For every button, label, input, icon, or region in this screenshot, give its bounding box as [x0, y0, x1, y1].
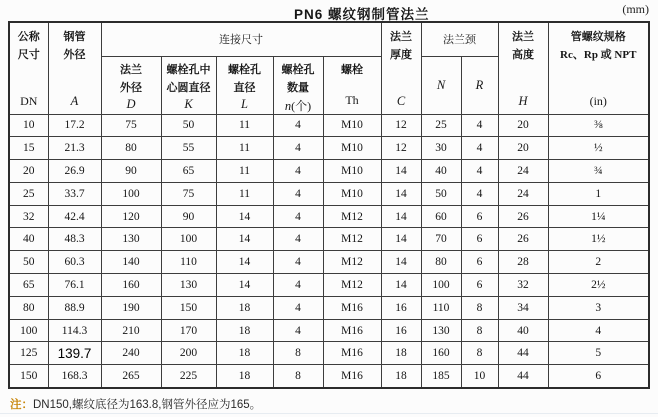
cell: M16: [323, 365, 381, 388]
cell: 44: [498, 365, 548, 388]
cell: 26: [498, 228, 548, 251]
cell: 4: [273, 182, 323, 205]
cell: 24: [498, 182, 548, 205]
cell: 4: [461, 114, 498, 137]
table-row: [9, 228, 649, 251]
cell: 6: [461, 251, 498, 274]
cell: 150: [9, 365, 48, 388]
cell: 25: [421, 114, 461, 137]
cell: 8: [273, 365, 323, 388]
cell: 1: [548, 182, 649, 205]
table-row: [9, 274, 649, 297]
cell: 40: [421, 160, 461, 183]
cell: 18: [381, 342, 421, 365]
cell: 40: [498, 319, 548, 342]
cell: 114.3: [48, 319, 101, 342]
cell: 170: [161, 319, 216, 342]
col-header-bolt: 螺栓 Th: [323, 56, 381, 114]
cell: 100: [9, 319, 48, 342]
cell: 18: [216, 365, 273, 388]
page-title: PN6 螺纹钢制管法兰: [294, 7, 430, 22]
cell: 139.7: [48, 342, 101, 365]
cell: 48.3: [48, 228, 101, 251]
cell: 265: [101, 365, 161, 388]
col-header-pipe-od: 钢管 外径 A: [48, 22, 101, 114]
cell: M10: [323, 114, 381, 137]
cell: 225: [161, 365, 216, 388]
col-group-connection: 连接尺寸: [101, 22, 381, 56]
col-group-neck: 法兰颈: [421, 22, 498, 56]
cell: 33.7: [48, 182, 101, 205]
cell: 6: [461, 205, 498, 228]
cell: 140: [101, 251, 161, 274]
cell: M12: [323, 228, 381, 251]
table-row: [9, 137, 649, 160]
table-row: [9, 205, 649, 228]
cell: 4: [273, 274, 323, 297]
cell: 14: [381, 228, 421, 251]
cell: 80: [101, 137, 161, 160]
col-header-thread-spec: 管螺纹规格 Rc、Rp 或 NPT (in): [548, 22, 649, 114]
cell: 160: [101, 274, 161, 297]
cell: M10: [323, 182, 381, 205]
cell: 190: [101, 296, 161, 319]
cell: 25: [9, 182, 48, 205]
cell: 21.3: [48, 137, 101, 160]
cell: 18: [216, 342, 273, 365]
col-header-thickness: 法兰 厚度 C: [381, 22, 421, 114]
cell: 160: [421, 342, 461, 365]
cell: 60.3: [48, 251, 101, 274]
header-row-1: [9, 22, 649, 56]
cell: 14: [216, 251, 273, 274]
cell: 11: [216, 137, 273, 160]
cell: 32: [498, 274, 548, 297]
footnote-prefix: 注：: [10, 399, 33, 412]
footnote-text: DN150,螺纹底径为163.8,钢管外径应为165。: [33, 399, 262, 412]
cell: ⅜: [548, 114, 649, 137]
cell: 20: [498, 137, 548, 160]
cell: 150: [161, 296, 216, 319]
cell: 42.4: [48, 205, 101, 228]
cell: 210: [101, 319, 161, 342]
cell: 2: [548, 251, 649, 274]
cell: 76.1: [48, 274, 101, 297]
cell: 80: [9, 296, 48, 319]
cell: 4: [461, 137, 498, 160]
cell: 75: [101, 114, 161, 137]
col-header-bolt-hole-dia: 螺栓孔 直径 L: [216, 56, 273, 114]
cell: 10: [9, 114, 48, 137]
cell: M10: [323, 160, 381, 183]
cell: 16: [381, 296, 421, 319]
cell: M12: [323, 251, 381, 274]
cell: 4: [273, 296, 323, 319]
cell: 240: [101, 342, 161, 365]
cell: 14: [381, 274, 421, 297]
cell: 4: [273, 114, 323, 137]
cell: 6: [461, 228, 498, 251]
cell: 44: [498, 342, 548, 365]
cell: 200: [161, 342, 216, 365]
cell: 14: [381, 160, 421, 183]
cell: 100: [161, 228, 216, 251]
cell: 8: [461, 296, 498, 319]
table-row: [9, 251, 649, 274]
cell: 90: [161, 205, 216, 228]
col-header-bolt-count: 螺栓孔 数量 n(个): [273, 56, 323, 114]
cell: 65: [9, 274, 48, 297]
cell: 55: [161, 137, 216, 160]
cell: 18: [216, 319, 273, 342]
cell: 65: [161, 160, 216, 183]
cell: 50: [161, 114, 216, 137]
cell: 3: [548, 296, 649, 319]
cell: 20: [498, 114, 548, 137]
cell: 16: [381, 319, 421, 342]
cell: ½: [548, 137, 649, 160]
cell: 14: [381, 205, 421, 228]
cell: 1½: [548, 228, 649, 251]
col-header-neck-r: R: [461, 56, 498, 114]
cell: 110: [421, 296, 461, 319]
cell: 30: [421, 137, 461, 160]
cell: 50: [421, 182, 461, 205]
cell: 88.9: [48, 296, 101, 319]
cell: 8: [461, 342, 498, 365]
cell: 28: [498, 251, 548, 274]
cell: 26.9: [48, 160, 101, 183]
cell: 17.2: [48, 114, 101, 137]
cell: 130: [161, 274, 216, 297]
cell: 14: [216, 228, 273, 251]
cell: 8: [461, 319, 498, 342]
cell: 14: [216, 274, 273, 297]
cell: 80: [421, 251, 461, 274]
cell: 8: [273, 342, 323, 365]
cell: 70: [421, 228, 461, 251]
table-row: [9, 296, 649, 319]
cell: 4: [273, 205, 323, 228]
cell: M16: [323, 342, 381, 365]
table-row: [9, 319, 649, 342]
table-row: [9, 160, 649, 183]
cell: 11: [216, 160, 273, 183]
table-row: [9, 342, 649, 365]
cell: 100: [101, 182, 161, 205]
cell: 4: [461, 182, 498, 205]
cell: 1¼: [548, 205, 649, 228]
footnote: [10, 396, 658, 412]
title-bar: [0, 0, 658, 21]
cell: 4: [461, 160, 498, 183]
cell: 26: [498, 205, 548, 228]
cell: M16: [323, 296, 381, 319]
cell: 10: [461, 365, 498, 388]
unit-label: (mm): [622, 2, 649, 16]
table-row: [9, 182, 649, 205]
cell: 100: [421, 274, 461, 297]
flange-table: [8, 21, 650, 389]
cell: ¾: [548, 160, 649, 183]
cell: 4: [273, 137, 323, 160]
cell: 14: [381, 182, 421, 205]
col-header-dn: 公称 尺寸 DN: [9, 22, 48, 114]
cell: 4: [273, 319, 323, 342]
cell: M12: [323, 205, 381, 228]
cell: 12: [381, 114, 421, 137]
cell: 20: [9, 160, 48, 183]
cell: 4: [273, 251, 323, 274]
cell: 168.3: [48, 365, 101, 388]
cell: 34: [498, 296, 548, 319]
cell: 90: [101, 160, 161, 183]
col-header-height: 法兰 高度 H: [498, 22, 548, 114]
cell: 75: [161, 182, 216, 205]
cell: 6: [461, 274, 498, 297]
cell: 185: [421, 365, 461, 388]
table-row: [9, 114, 649, 137]
table-row: [9, 365, 649, 388]
cell: 4: [273, 228, 323, 251]
cell: 32: [9, 205, 48, 228]
col-header-bolt-circle: 螺栓孔中 心圆直径 K: [161, 56, 216, 114]
cell: 4: [273, 160, 323, 183]
bottom-divider: [0, 413, 658, 414]
cell: M16: [323, 319, 381, 342]
col-header-flange-od: 法兰 外径 D: [101, 56, 161, 114]
cell: 24: [498, 160, 548, 183]
cell: 11: [216, 182, 273, 205]
cell: M10: [323, 137, 381, 160]
cell: 50: [9, 251, 48, 274]
cell: 120: [101, 205, 161, 228]
cell: 110: [161, 251, 216, 274]
cell: 14: [216, 205, 273, 228]
col-header-neck-n: N: [421, 56, 461, 114]
table-header: [9, 22, 649, 114]
cell: 125: [9, 342, 48, 365]
cell: 11: [216, 114, 273, 137]
cell: 130: [421, 319, 461, 342]
cell: 40: [9, 228, 48, 251]
cell: M12: [323, 274, 381, 297]
cell: 2½: [548, 274, 649, 297]
table-body: [9, 114, 649, 388]
cell: 4: [548, 319, 649, 342]
cell: 14: [381, 251, 421, 274]
cell: 5: [548, 342, 649, 365]
cell: 6: [548, 365, 649, 388]
cell: 15: [9, 137, 48, 160]
cell: 60: [421, 205, 461, 228]
cell: 18: [381, 365, 421, 388]
cell: 12: [381, 137, 421, 160]
cell: 130: [101, 228, 161, 251]
cell: 18: [216, 296, 273, 319]
